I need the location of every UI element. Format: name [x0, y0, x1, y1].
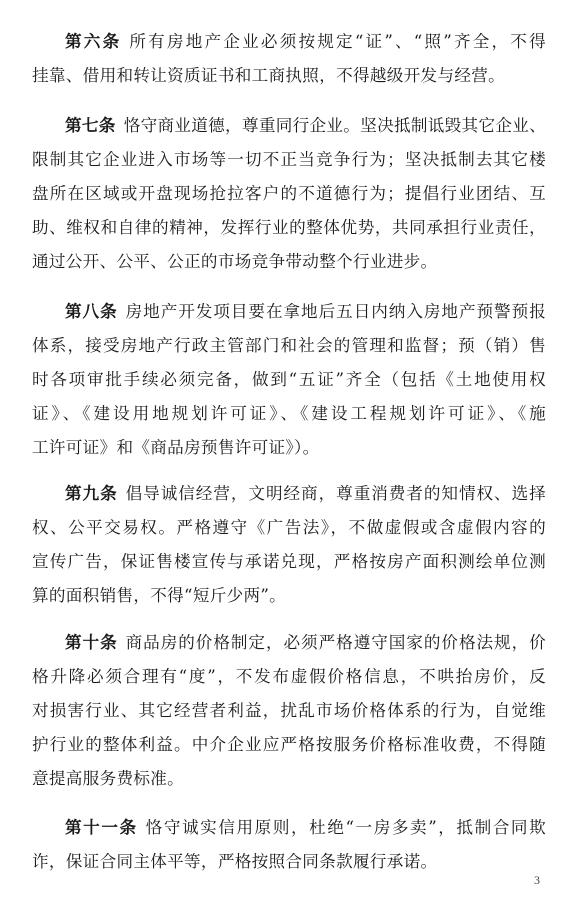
article-line: 第九条 倡导诚信经营，文明经商，尊重消费者的知情权、选择 [65, 484, 547, 503]
article-9 [32, 477, 546, 613]
article-line: 第十一条 恪守诚实信用原则，杜绝“一房多卖”，抵制合同欺 [65, 818, 546, 837]
article-heading: 第十一条 [65, 818, 138, 837]
article-line: 时各项审批手续必须完备，做到“五证”齐全（包括《土地使用权 [32, 370, 546, 389]
article-line: 体系，接受房地产行政主管部门和社会的管理和监督；预（销）售 [32, 336, 546, 355]
article-line: 工许可证》和《商品房预售许可证》）。 [32, 438, 320, 457]
article-line: 通过公开、公平、公正的市场竞争带动整个行业进步。 [32, 252, 438, 271]
article-heading: 第七条 [65, 116, 116, 135]
article-7 [32, 109, 546, 279]
article-heading: 第八条 [65, 302, 118, 321]
article-line: 算的面积销售，不得“短斤少两”。 [32, 586, 287, 605]
article-line: 限制其它企业进入市场等一切不正当竞争行为；坚决抵制去其它楼 [32, 150, 546, 169]
article-line: 护行业的整体利益。中介企业应严格按服务价格标准收费，不得随 [32, 735, 546, 754]
article-line: 助、维权和自律的精神，发挥行业的整体优势，共同承担行业责任， [32, 218, 546, 237]
article-line: 意提高服务费标准。 [32, 769, 185, 788]
article-line: 证》、《建设用地规划许可证》、《建设工程规划许可证》、《施 [32, 404, 546, 423]
article-line: 权、公平交易权。严格遵守《广告法》，不做虚假或含虚假内容的 [32, 518, 546, 537]
article-line: 第七条 恪守商业道德，尊重同行企业。坚决抵制诋毁其它企业、 [65, 116, 547, 135]
article-line: 第十条 商品房的价格制定，必须严格遵守国家的价格法规，价 [65, 633, 547, 652]
article-11 [32, 811, 546, 879]
article-6 [32, 25, 546, 93]
article-line: 对损害行业、其它经营者利益，扰乱市场价格体系的行为，自觉维 [32, 701, 546, 720]
article-heading: 第十条 [65, 633, 118, 652]
article-line: 诈，保证合同主体平等，严格按照合同条款履行承诺。 [32, 852, 438, 871]
article-line: 第八条 房地产开发项目要在拿地后五日内纳入房地产预警预报 [65, 302, 547, 321]
article-8 [32, 295, 546, 465]
article-10 [32, 626, 546, 796]
article-line: 盘所在区域或开盘现场抢拉客户的不道德行为；提倡行业团结、互 [32, 184, 546, 203]
article-heading: 第九条 [65, 484, 118, 503]
article-line: 宣传广告，保证售楼宣传与承诺兑现，严格按房产面积测绘单位测 [32, 552, 546, 571]
page-number: 3 [534, 873, 540, 887]
article-line: 挂靠、借用和转让资质证书和工商执照，不得越级开发与经营。 [32, 66, 506, 85]
article-line: 第六条 所有房地产企业必须按规定“证”、“照”齐全，不得 [65, 32, 546, 51]
article-line: 格升降必须合理有“度”，不发布虚假价格信息，不哄抬房价，反 [32, 667, 546, 686]
article-heading: 第六条 [65, 32, 122, 51]
